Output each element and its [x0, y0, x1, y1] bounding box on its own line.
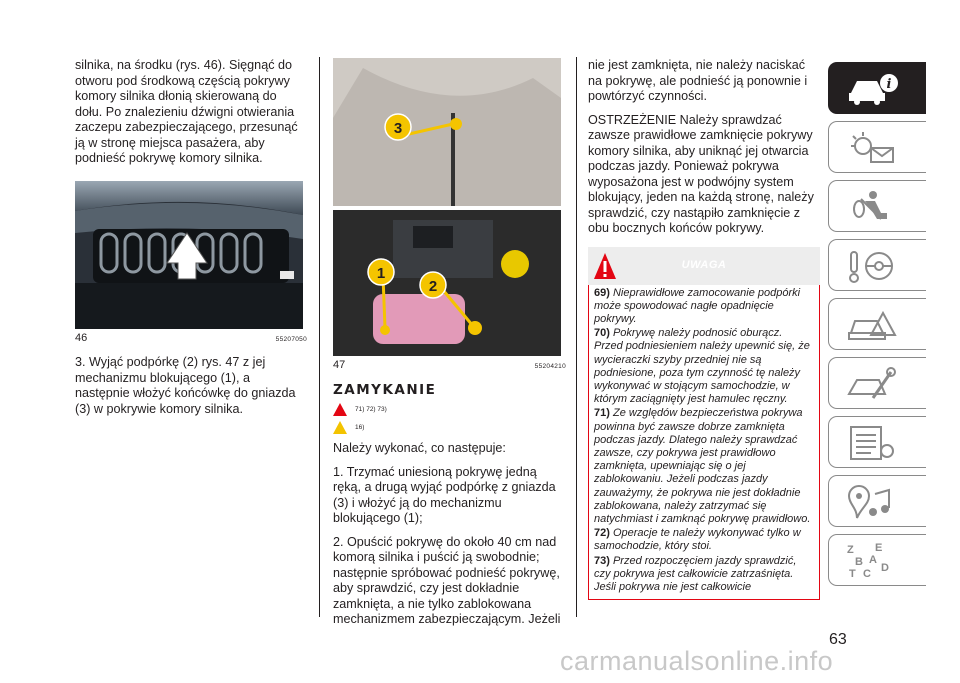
- uwaga-item-text: Nieprawidłowe zamocowanie podpórki może spowodować nagłe opadnięcie pokrywy.: [594, 286, 801, 325]
- danger-triangle-icon: [333, 403, 347, 416]
- caution-ref-numbers: 16): [355, 423, 365, 431]
- svg-text:i: i: [886, 77, 892, 92]
- svg-text:B: B: [855, 556, 863, 568]
- procedure-step-2: 2. Opuścić pokrywę do około 40 cm nad komorą silnika i puścić ją swobodnie; następnie spróbować podnieść pokrywę, aby sprawdzić, czy jest dokładnie zamknięta, a nie tylko zablokowana mechanizmem zabezpieczającym. Jeżeli: [333, 534, 561, 626]
- multimedia-icon: [843, 482, 903, 522]
- service-wrench-icon: [843, 364, 903, 404]
- car-info-icon: [843, 69, 903, 109]
- uwaga-item-number: 70): [594, 327, 610, 340]
- column-divider-2: [576, 57, 577, 617]
- technical-data-list-icon: [843, 423, 903, 463]
- uwaga-item-text: Pokrywę należy podnosić oburącz. Przed podniesieniem należy upewnić się, że wycieraczki szyby przedniej nie są podniesione, poza tym czynność tę należy wykonywać w stojącym samochodzie, w którym zaciągnięty jest hamulec ręczny.: [594, 327, 810, 406]
- uwaga-item-number: 71): [594, 407, 610, 420]
- uwaga-item-number: 69): [594, 286, 610, 299]
- tab-technical-data[interactable]: [828, 416, 926, 468]
- step-3-paragraph: 3. Wyjąć podpórkę (2) rys. 47 z jej mechanizmu blokującego (1), a następnie włożyć końcówkę do gniazda (3) w pokrywie komory silnika.: [75, 355, 296, 416]
- engine-bay-image: [333, 58, 561, 356]
- tab-multimedia[interactable]: [828, 475, 926, 527]
- svg-text:E: E: [875, 542, 883, 554]
- uwaga-header: [588, 247, 820, 285]
- warning-lights-message-icon: [843, 128, 903, 168]
- caution-triangle-icon: [333, 421, 347, 434]
- section-title-zamykanie: ZAMYKANIE: [333, 381, 437, 398]
- svg-text:T: T: [849, 568, 856, 580]
- uwaga-item-text: Ze względów bezpieczeństwa pokrywa powinna być zawsze dobrze zamknięta podczas jazdy. Dlatego należy sprawdzać zawsze, czy pokrywa jest prawidłowo zamknięta, upewniając się o jej zablokowaniu. Jeżeli podczas jazdy zauważymy, że pokrywa nie jest dokładnie zablokowana, należy zatrzymać się natychmiast i zamknąć pokrywę prawidłowo.: [594, 407, 811, 525]
- callout-2: 2: [428, 278, 438, 295]
- tab-car-info[interactable]: [828, 62, 926, 114]
- tab-emergency[interactable]: [828, 298, 926, 350]
- car-emergency-icon: [843, 305, 903, 345]
- svg-text:Z: Z: [847, 544, 854, 556]
- figure-code: 55207050: [275, 335, 307, 343]
- figure-code: 55204210: [534, 363, 566, 370]
- procedure-intro: Należy wykonać, co następuje:: [333, 441, 506, 455]
- column-right: [588, 48, 820, 600]
- figure-47-engine-bay-photo: [333, 58, 561, 356]
- svg-text:C: C: [863, 568, 871, 580]
- column-middle: [333, 58, 566, 636]
- figure-number: 46: [75, 331, 88, 344]
- callout-3: 3: [393, 120, 403, 137]
- column-left: [75, 58, 307, 425]
- svg-text:A: A: [869, 554, 877, 566]
- uwaga-item-text: Operacje te należy wykonywać tylko w samochodzie, który stoi.: [594, 527, 801, 553]
- tab-index[interactable]: [828, 534, 926, 586]
- uwaga-item: [594, 527, 814, 553]
- page-number: 63: [829, 631, 847, 648]
- jeep-front-image: [75, 181, 303, 329]
- caution-references: [333, 420, 566, 436]
- steering-key-icon: [843, 246, 903, 286]
- uwaga-item: [594, 407, 814, 526]
- uwaga-item-number: 72): [594, 527, 610, 540]
- airbag-safety-icon: [843, 187, 903, 227]
- tab-starting-driving[interactable]: [828, 239, 926, 291]
- continued-paragraph: nie jest zamknięta, nie należy naciskać na pokrywę, ale podnieść ją ponownie i powtórzyć czynności.: [588, 58, 808, 103]
- tab-safety[interactable]: [828, 180, 926, 232]
- uwaga-item: [594, 287, 814, 327]
- figure-46-caption: [75, 331, 307, 348]
- alphabetical-index-icon: [843, 541, 903, 581]
- procedure-step-1: 1. Trzymać uniesioną pokrywę jedną ręką, a drugą wyjąć podpórkę z gniazda (3) i włożyć ją do mechanizmu blokującego (1);: [333, 464, 556, 525]
- svg-text:D: D: [881, 562, 889, 574]
- callout-1: 1: [376, 265, 386, 282]
- column-divider-1: [319, 57, 320, 617]
- figure-46-jeep-front-photo: [75, 181, 303, 329]
- intro-paragraph: silnika, na środku (rys. 46). Sięgnąć do otworu pod środkową częścią pokrywy komory silnika dłonią skierowaną do dołu. Po znalezieniu dźwigni otwierania zaczepu zabezpieczającego, przesunąć ją w stronę miejsca pasażera, aby podnieść pokrywę komory silnika.: [75, 58, 298, 165]
- danger-ref-numbers: 71) 72) 73): [355, 406, 387, 413]
- danger-references: [333, 402, 566, 418]
- uwaga-item-number: 73): [594, 554, 610, 567]
- figure-47-caption: [333, 358, 566, 375]
- figure-number: 47: [333, 359, 346, 371]
- uwaga-item: [594, 327, 814, 406]
- uwaga-warning-list: [588, 285, 820, 601]
- uwaga-item: [594, 555, 814, 595]
- tab-warning-lights[interactable]: [828, 121, 926, 173]
- watermark: carmanualsonline.info: [560, 646, 834, 676]
- warning-paragraph: OSTRZEŻENIE Należy sprawdzać zawsze prawidłowe zamknięcie pokrywy komory silnika, aby uniknąć jej otwarcia podczas jazdy. Ponieważ pokrywa wyposażona jest w podwójny system blokujący, jeden na każdą stronę, należy sprawdzić, czy nastąpiło zamknięcie z obu bocznych końców pokrywy.: [588, 112, 814, 235]
- tab-service[interactable]: [828, 357, 926, 409]
- uwaga-label: UWAGA: [681, 258, 727, 271]
- uwaga-item-text: Przed rozpoczęciem jazdy sprawdzić, czy pokrywa jest całkowicie zatrzaśnięta. Jeśli pokrywa nie jest całkowicie: [594, 554, 797, 593]
